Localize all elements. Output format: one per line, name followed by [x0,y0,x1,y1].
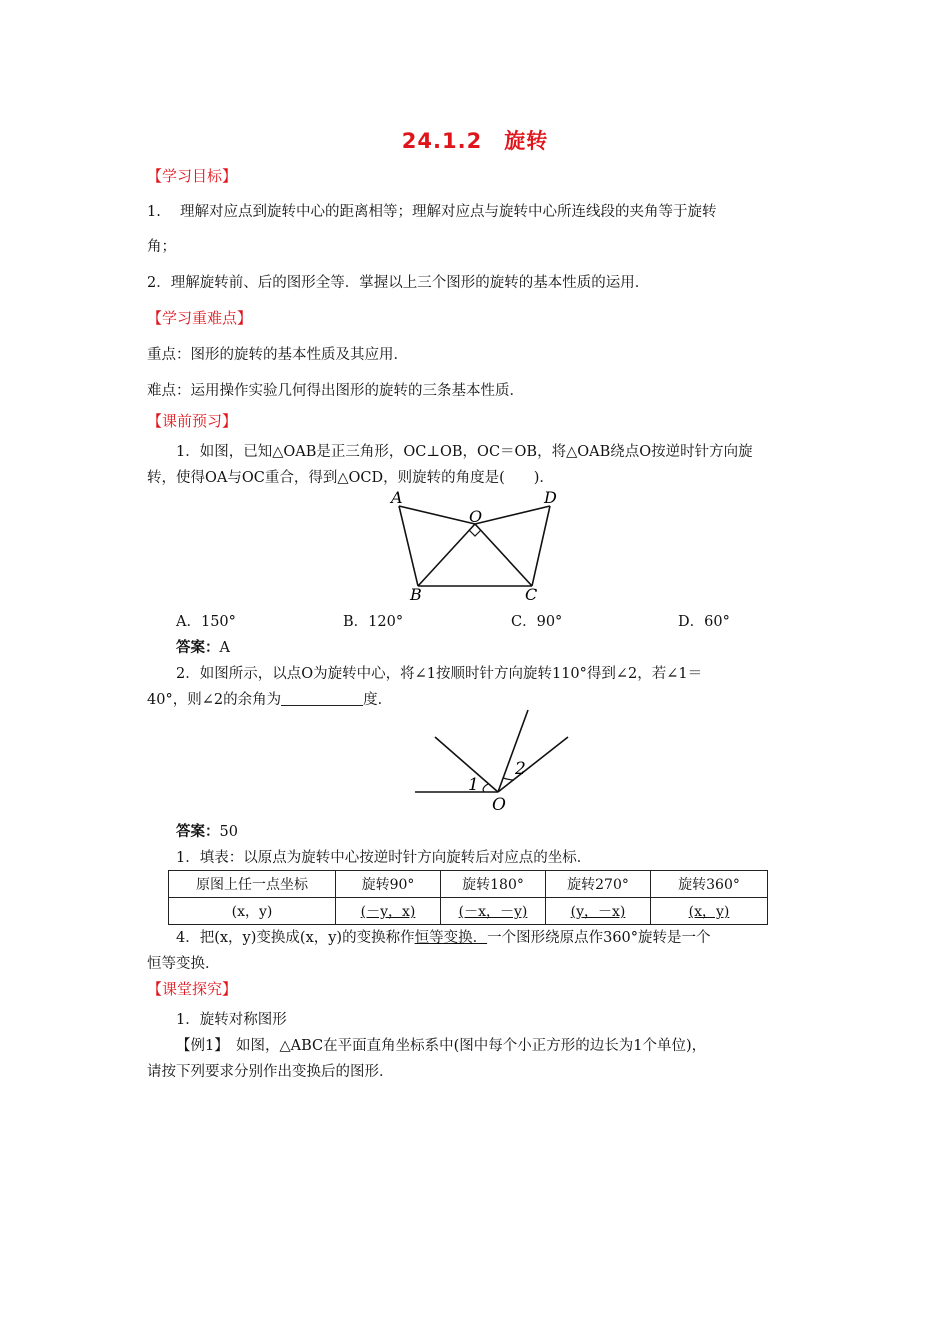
key-focus: 重点：图形的旋转的基本性质及其应用． [147,347,408,363]
answer-blank [281,691,363,706]
table-header-row [169,871,768,898]
label-D: D [544,488,557,507]
key-difficulty: 难点：运用操作实验几何得出图形的旋转的三条基本性质． [147,383,524,399]
q1-option-a: A．150° [176,614,236,630]
table-header: 旋转90° [336,871,441,898]
table-cell: (－y，x) [336,898,441,925]
q1-option-d: D．60° [678,614,730,630]
table-cell: (x，y) [169,898,336,925]
q1-line-1: 1．如图，已知△OAB是正三角形，OC⊥OB，OC＝OB，将△OAB绕点O按逆时针方向旋 [176,444,753,460]
q4-line-2: 恒等变换． [147,956,220,972]
example-1-line-1: 【例1】 如图，△ABC在平面直角坐标系中(图中每个小正方形的边长为1个单位)， [176,1038,707,1054]
table-header: 旋转180° [441,871,546,898]
angle-1-label: 1 [468,775,479,795]
section-key: 【学习重难点】 [147,309,253,327]
q2-line-2: 40°，则∠2的余角为 度． [147,692,393,708]
example-1-line-2: 请按下列要求分别作出变换后的图形． [147,1064,394,1080]
table-row [169,898,768,925]
goal-2: 2．理解旋转前、后的图形全等．掌握以上三个图形的旋转的基本性质的运用． [147,275,650,291]
table-cell: (y，－x) [546,898,651,925]
q1-answer: 答案：A [176,640,230,656]
table-header: 旋转270° [546,871,651,898]
page-title: 24.1.2 旋转 [401,129,549,153]
explore-subheading: 1．旋转对称图形 [176,1012,287,1028]
goal-1-line-1: 1. 理解对应点到旋转中心的距离相等；理解对应点与旋转中心所连线段的夹角等于旋转 [147,204,717,220]
q1-option-c: C．90° [511,614,563,630]
section-explore: 【课堂探究】 [147,980,238,998]
table-cell: (x，y) [651,898,768,925]
section-goals: 【学习目标】 [147,167,238,185]
table-header: 旋转360° [651,871,768,898]
q4-line-1: 4．把(x，y)变换成(x，y)的变换称作恒等变换．一个图形绕原点作360°旋转是一个 [176,930,711,946]
fill-intro: 1．填表：以原点为旋转中心按逆时针方向旋转后对应点的坐标． [176,850,592,866]
table-cell: (－x，－y) [441,898,546,925]
angle-2-label: 2 [515,759,526,779]
q1-option-b: B．120° [343,614,404,630]
q2-line-1: 2．如图所示，以点O为旋转中心，将∠1按顺时针方向旋转110°得到∠2，若∠1＝ [176,666,703,682]
section-preview: 【课前预习】 [147,412,238,430]
q2-figure [410,704,580,814]
label-B: B [410,585,422,604]
q2-answer: 答案：50 [176,824,238,840]
coordinate-table [168,870,768,925]
goal-1-line-2: 角； [147,239,176,255]
label-C: C [525,585,538,604]
q1-line-2: 转，使得OA与OC重合，得到△OCD，则旋转的角度是( )． [147,470,554,486]
label-O: O [469,507,483,526]
q1-figure [385,486,565,604]
table-header: 原图上任一点坐标 [169,871,336,898]
point-O-label: O [492,795,506,814]
label-A: A [391,488,403,507]
